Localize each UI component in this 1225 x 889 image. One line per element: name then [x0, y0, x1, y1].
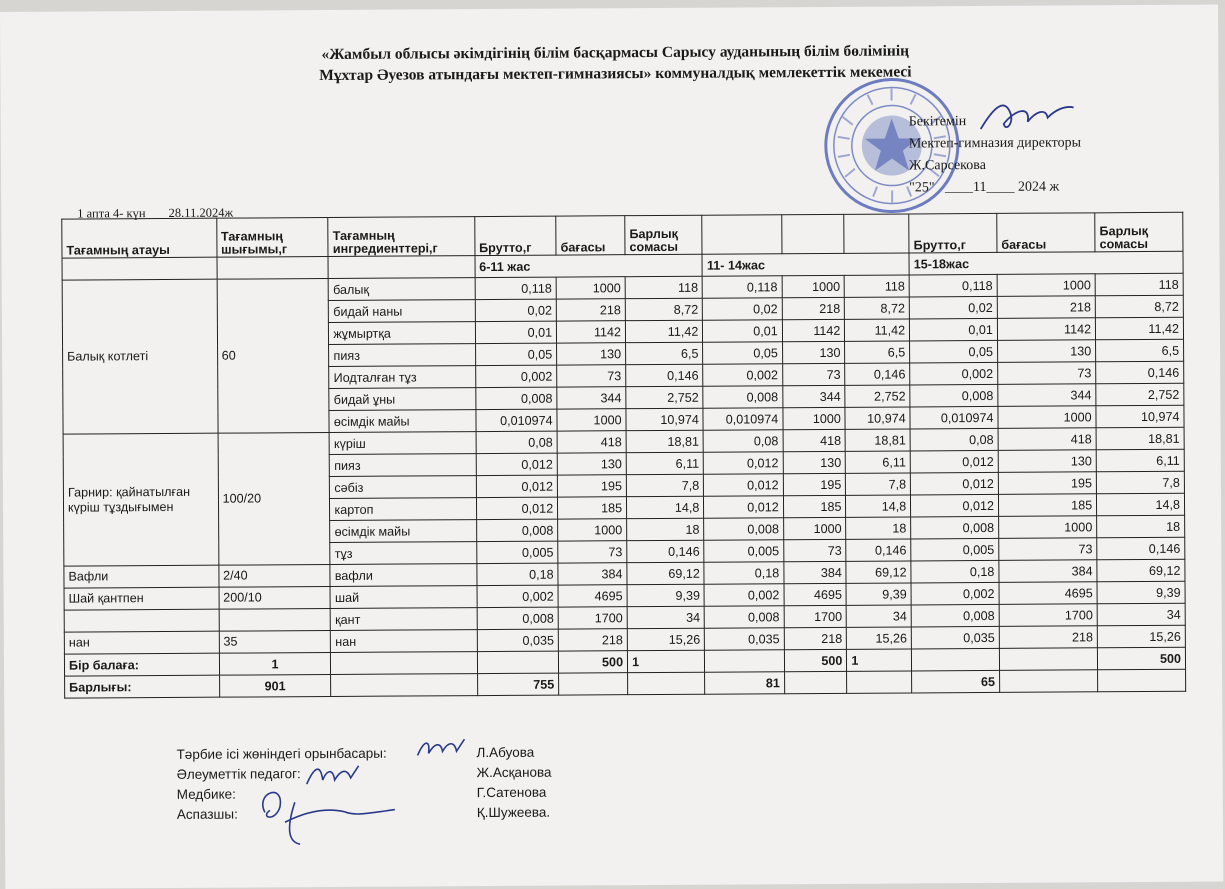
value-cell: 130	[998, 450, 1096, 473]
value-cell: 18,81	[845, 429, 910, 451]
value-cell: 15,26	[1097, 625, 1185, 648]
dish-yield-cell	[219, 608, 331, 631]
value-cell: 130	[783, 451, 846, 473]
ingredient-cell: картоп	[330, 498, 476, 521]
value-cell: 0,008	[704, 518, 784, 540]
value-cell: 18,81	[626, 430, 703, 452]
value-cell: 118	[845, 275, 910, 297]
totals-11-14: 81	[705, 672, 785, 694]
signature-role: Медбике:	[176, 786, 236, 802]
value-cell: 0,008	[705, 606, 785, 628]
value-cell: 1000	[783, 407, 846, 429]
header-brutto: Брутто,г	[474, 216, 556, 255]
dish-name-cell: Шай қантпен	[64, 587, 219, 610]
value-cell: 0,012	[704, 452, 784, 474]
value-cell: 0,035	[705, 628, 785, 650]
value-cell: 18	[846, 517, 911, 539]
value-cell: 73	[998, 362, 1096, 385]
approval-name: Ж.Сарсекова	[908, 157, 986, 174]
signature-row	[177, 782, 637, 805]
value-cell: 0,035	[477, 629, 559, 651]
value-cell: 1000	[556, 277, 625, 299]
per-child-label: Бір балаға:	[64, 653, 219, 676]
value-cell: 7,8	[626, 474, 703, 496]
value-cell: 73	[999, 538, 1097, 561]
value-cell: 384	[999, 560, 1097, 583]
value-cell: 0,146	[846, 539, 911, 561]
value-cell: 0,002	[910, 362, 998, 385]
week-date: 28.11.2024ж	[168, 205, 234, 220]
value-cell: 0,08	[476, 431, 558, 453]
value-cell: 384	[558, 563, 627, 585]
per-child-11-14-count: 1	[627, 650, 704, 672]
per-child-6-11: 500	[559, 651, 628, 673]
value-cell: 2,752	[845, 385, 910, 407]
ingredient-cell: нан	[331, 630, 477, 653]
value-cell: 418	[783, 429, 846, 451]
value-cell: 0,002	[477, 585, 559, 607]
value-cell: 69,12	[627, 562, 704, 584]
value-cell: 2,752	[626, 386, 703, 408]
ingredient-cell: сәбіз	[330, 476, 476, 499]
value-cell: 0,118	[475, 277, 557, 299]
value-cell: 0,146	[627, 540, 704, 562]
ingredient-cell: өсімдік майы	[329, 410, 475, 433]
per-child-15-18-count: 1	[847, 649, 912, 671]
value-cell: 0,118	[909, 274, 997, 297]
value-cell: 218	[997, 296, 1095, 319]
value-cell: 1000	[557, 409, 626, 431]
value-cell: 0,008	[703, 386, 783, 408]
value-cell: 8,72	[1095, 295, 1183, 318]
ingredient-cell: тұз	[330, 542, 476, 565]
approval-date: "25" ____11____ 2024 ж	[909, 179, 1060, 196]
value-cell: 118	[1095, 273, 1183, 296]
value-cell: 34	[627, 606, 704, 628]
dish-yield-cell: 35	[219, 630, 331, 653]
signature-role: Әлеуметтік педагог:	[176, 766, 301, 782]
value-cell: 0,01	[475, 321, 557, 343]
totals-15-18: 65	[912, 670, 1000, 693]
org-line-2: Мұхтар Әуезов атындағы мектеп-гимназиясы» коммуналдық мемлекеттік мекемесі	[319, 63, 912, 85]
signature-row	[176, 742, 636, 765]
header-empty	[702, 215, 782, 254]
value-cell: 10,974	[845, 407, 910, 429]
dish-name-cell: Гарнир: қайнатылған күріш тұздығымен	[63, 433, 218, 566]
value-cell: 0,05	[910, 340, 998, 363]
ingredient-cell: шай	[330, 586, 476, 609]
value-cell: 0,005	[704, 540, 784, 562]
value-cell: 73	[782, 363, 845, 385]
value-cell: 0,002	[703, 364, 783, 386]
value-cell: 6,11	[846, 451, 911, 473]
value-cell: 8,72	[625, 298, 702, 320]
value-cell: 2,752	[1096, 383, 1184, 406]
value-cell: 218	[999, 626, 1097, 649]
value-cell: 0,18	[911, 560, 999, 583]
value-cell: 1000	[998, 406, 1096, 429]
value-cell: 218	[556, 299, 625, 321]
value-cell: 7,8	[846, 473, 911, 495]
ingredient-cell: күріш	[329, 432, 475, 455]
value-cell: 418	[998, 428, 1096, 451]
value-cell: 0,012	[911, 472, 999, 495]
value-cell: 130	[557, 343, 626, 365]
value-cell: 344	[783, 385, 846, 407]
value-cell: 218	[784, 627, 847, 649]
value-cell: 18,81	[1096, 427, 1184, 450]
header-total: Барлық сомасы	[1095, 212, 1183, 252]
value-cell: 1700	[784, 605, 847, 627]
ingredient-cell: пияз	[329, 344, 475, 367]
value-cell: 0,18	[477, 563, 559, 585]
value-cell: 0,008	[475, 387, 557, 409]
dish-yield-cell: 200/10	[219, 586, 331, 609]
value-cell: 6,11	[1096, 449, 1184, 472]
value-cell: 6,5	[845, 341, 910, 363]
value-cell: 130	[997, 340, 1095, 363]
ingredient-cell: қант	[331, 608, 477, 631]
value-cell: 0,08	[703, 430, 783, 452]
value-cell: 0,012	[910, 450, 998, 473]
value-cell: 4695	[558, 585, 627, 607]
value-cell: 0,146	[1096, 361, 1184, 384]
age-group-11-14: 11- 14жас	[702, 253, 909, 276]
value-cell: 73	[557, 365, 626, 387]
value-cell: 185	[998, 494, 1096, 517]
signature-row	[177, 762, 637, 785]
value-cell: 0,012	[704, 474, 784, 496]
value-cell: 1142	[997, 318, 1095, 341]
header-price: бағасы	[556, 216, 625, 255]
value-cell: 6,5	[626, 342, 703, 364]
value-cell: 11,42	[845, 319, 910, 341]
value-cell: 0,05	[475, 343, 557, 365]
header-dish: Тағамның атауы	[62, 218, 217, 258]
handwritten-signature	[414, 735, 474, 761]
signature-name: Л.Абуова	[476, 744, 535, 761]
value-cell: 14,8	[1097, 493, 1185, 516]
per-child-11-14: 500	[784, 649, 847, 671]
dish-yield-cell: 2/40	[218, 564, 330, 587]
ingredient-cell: Иодталған тұз	[329, 366, 475, 389]
dish-yield-cell: 100/20	[218, 432, 331, 565]
value-cell: 0,02	[703, 298, 783, 320]
value-cell: 10,974	[626, 408, 703, 430]
value-cell: 344	[557, 387, 626, 409]
value-cell: 130	[782, 341, 845, 363]
value-cell: 9,39	[1097, 581, 1185, 604]
header-brutto: Брутто,г	[909, 213, 997, 253]
value-cell: 195	[783, 473, 846, 495]
value-cell: 0,08	[910, 428, 998, 451]
ingredient-cell: бидай ұны	[329, 388, 475, 411]
value-cell: 0,012	[911, 494, 999, 517]
value-cell: 118	[625, 276, 702, 298]
ingredient-cell: өсімдік майы	[330, 520, 476, 543]
value-cell: 18	[1097, 515, 1185, 538]
value-cell: 0,01	[910, 318, 998, 341]
header-empty	[782, 214, 845, 253]
signature-name: Ж.Асқанова	[476, 764, 552, 781]
approval-title: Бекітемін	[908, 114, 967, 130]
value-cell: 0,010974	[703, 408, 783, 430]
value-cell: 15,26	[847, 627, 912, 649]
value-cell: 218	[782, 297, 845, 319]
value-cell: 9,39	[627, 584, 704, 606]
ingredient-cell: балық	[329, 278, 475, 301]
week-label: 1 апта 4- күн	[77, 206, 146, 221]
age-group-6-11: 6-11 жас	[475, 254, 703, 277]
value-cell: 14,8	[846, 495, 911, 517]
value-cell: 218	[558, 629, 627, 651]
header-empty	[844, 214, 909, 253]
value-cell: 69,12	[1097, 559, 1185, 582]
value-cell: 1000	[999, 516, 1097, 539]
value-cell: 195	[557, 475, 626, 497]
value-cell: 69,12	[846, 561, 911, 583]
value-cell: 0,146	[626, 364, 703, 386]
value-cell: 0,008	[911, 604, 999, 627]
value-cell: 10,974	[1096, 405, 1184, 428]
header-yield: Тағамның шығымы,г	[216, 217, 328, 257]
value-cell: 1700	[558, 607, 627, 629]
value-cell: 0,118	[702, 276, 782, 298]
header-row	[62, 212, 1183, 258]
value-cell: 0,008	[911, 516, 999, 539]
signature-row	[177, 802, 637, 825]
dish-name-cell	[64, 609, 219, 632]
value-cell: 0,146	[1097, 537, 1185, 560]
ingredient-cell: жұмыртқа	[329, 322, 475, 345]
value-cell: 15,26	[627, 628, 704, 650]
value-cell: 0,01	[703, 320, 783, 342]
value-cell: 1700	[999, 604, 1097, 627]
value-cell: 0,02	[909, 296, 997, 319]
value-cell: 0,146	[845, 363, 910, 385]
value-cell: 0,012	[476, 475, 558, 497]
dish-name-cell: Балық котлеті	[62, 279, 218, 434]
value-cell: 185	[783, 495, 846, 517]
value-cell: 130	[557, 453, 626, 475]
value-cell: 1000	[782, 275, 845, 297]
handwritten-signature	[255, 782, 405, 853]
dish-name-cell: Вафли	[64, 565, 219, 588]
ingredient-cell: бидай наны	[329, 300, 475, 323]
totals-6-11: 755	[477, 673, 559, 695]
signature-name: Г.Сатенова	[476, 784, 547, 801]
dish-yield-cell: 60	[217, 278, 330, 433]
value-cell: 0,035	[911, 626, 999, 649]
value-cell: 344	[998, 384, 1096, 407]
value-cell: 0,18	[704, 562, 784, 584]
value-cell: 1000	[783, 517, 846, 539]
value-cell: 0,005	[911, 538, 999, 561]
value-cell: 0,012	[704, 496, 784, 518]
value-cell: 34	[847, 605, 912, 627]
ingredient-cell: вафли	[330, 564, 476, 587]
value-cell: 0,002	[911, 582, 999, 605]
value-cell: 8,72	[845, 297, 910, 319]
value-cell: 34	[1097, 603, 1185, 626]
value-cell: 0,010974	[476, 409, 558, 431]
value-cell: 0,05	[703, 342, 783, 364]
signatures-block	[176, 742, 636, 825]
value-cell: 1142	[782, 319, 845, 341]
value-cell: 4695	[999, 582, 1097, 605]
value-cell: 6,5	[1096, 339, 1184, 362]
value-cell: 1000	[558, 519, 627, 541]
value-cell: 0,008	[477, 607, 559, 629]
value-cell: 1142	[557, 321, 626, 343]
dish-name-cell: нан	[64, 631, 219, 654]
value-cell: 11,42	[1096, 317, 1184, 340]
header-ingredients: Тағамның ингредиенттері,г	[328, 217, 474, 257]
header-total: Барлық сомасы	[625, 215, 703, 254]
value-cell: 384	[784, 561, 847, 583]
value-cell: 0,012	[476, 453, 558, 475]
value-cell: 0,005	[476, 541, 558, 563]
signature-role: Тәрбие ісі жөніндегі орынбасары:	[176, 745, 387, 762]
value-cell: 0,010974	[910, 406, 998, 429]
value-cell: 73	[783, 539, 846, 561]
menu-table	[61, 212, 1186, 699]
value-cell: 0,008	[910, 384, 998, 407]
value-cell: 0,012	[476, 497, 558, 519]
document-page	[0, 5, 1223, 889]
approval-position: Мектеп-гимназия директоры	[908, 135, 1082, 152]
value-cell: 7,8	[1096, 471, 1184, 494]
value-cell: 14,8	[627, 496, 704, 518]
per-child-count: 1	[219, 652, 331, 675]
signature-name: Қ.Шужеева.	[476, 804, 551, 821]
value-cell: 11,42	[625, 320, 702, 342]
value-cell: 0,008	[476, 519, 558, 541]
value-cell: 0,02	[475, 299, 557, 321]
value-cell: 185	[558, 497, 627, 519]
value-cell: 73	[558, 541, 627, 563]
value-cell: 6,11	[626, 452, 703, 474]
header-price: бағасы	[997, 213, 1095, 253]
signature-role: Аспазшы:	[176, 806, 238, 822]
totals-label: Барлығы:	[65, 675, 220, 698]
value-cell: 0,002	[704, 584, 784, 606]
org-line-1: «Жамбыл облысы әкімдігінің білім басқармасы Сарысу ауданының білім бөлімінің	[321, 42, 910, 64]
ingredient-cell: пияз	[330, 454, 476, 477]
per-child-15-18: 500	[1098, 647, 1186, 670]
totals-count: 901	[219, 674, 331, 697]
value-cell: 4695	[784, 583, 847, 605]
age-group-15-18: 15-18жас	[909, 251, 1183, 275]
value-cell: 195	[998, 472, 1096, 495]
value-cell: 18	[627, 518, 704, 540]
value-cell: 1000	[997, 274, 1095, 297]
menu-body	[62, 273, 1185, 654]
value-cell: 418	[557, 431, 626, 453]
value-cell: 9,39	[846, 583, 911, 605]
approval-block	[909, 110, 1082, 199]
value-cell: 0,002	[475, 365, 557, 387]
